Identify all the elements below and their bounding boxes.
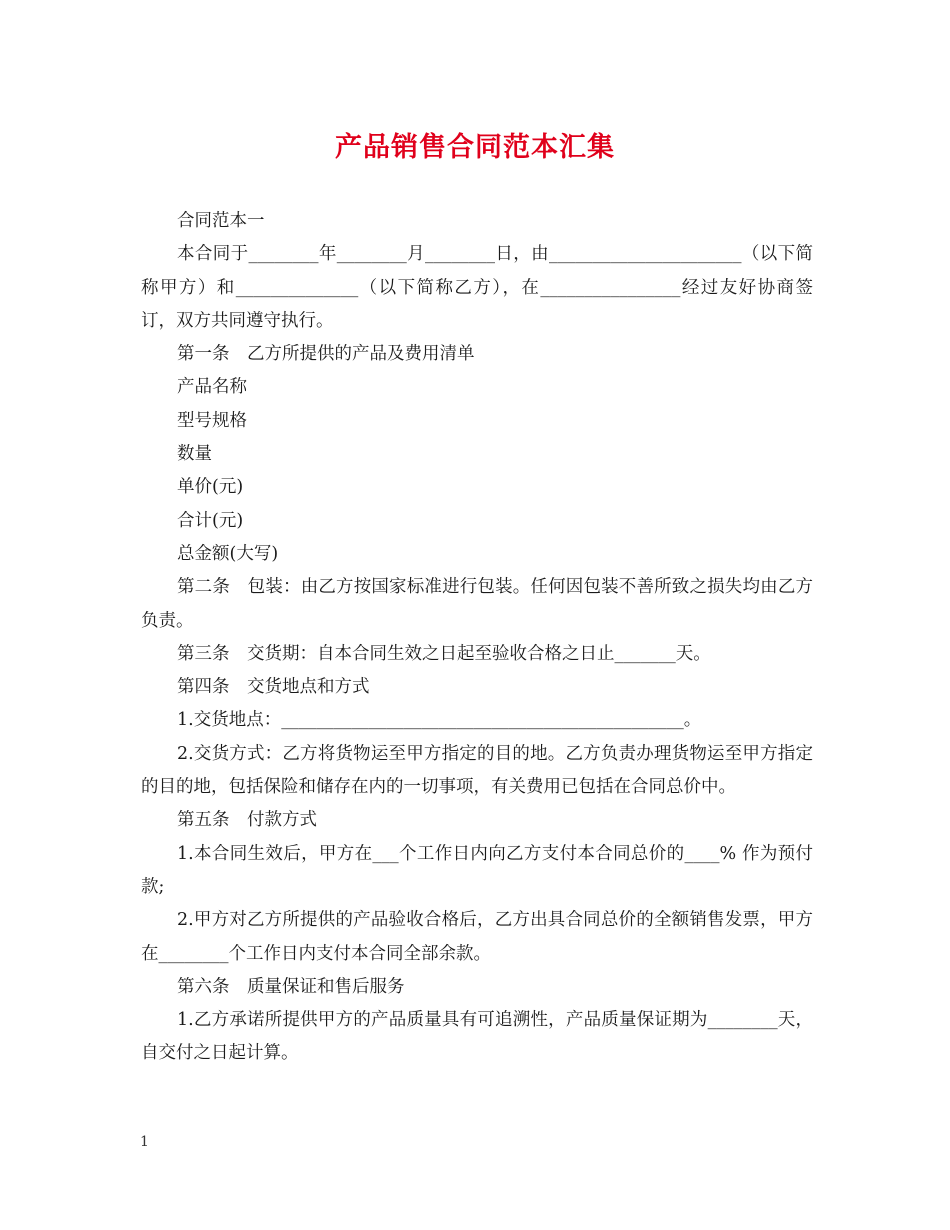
paragraph-delivery-method: 2.交货方式：乙方将货物运至甲方指定的目的地。乙方负责办理货物运至甲方指定的目的地，包括保险和储存在内的一切事项，有关费用已包括在合同总价中。 bbox=[141, 743, 813, 798]
paragraph-quality-1: 1.乙方承诺所提供甲方的产品质量具有可追溯性，产品质量保证期为________天，自交付之日起计算。 bbox=[141, 1010, 813, 1064]
paragraph-payment-1: 1.本合同生效后，甲方在___个工作日内向乙方支付本合同总价的____% 作为预付款; bbox=[141, 843, 813, 897]
page-number: 1 bbox=[140, 1134, 149, 1150]
paragraph-article-3: 第三条 交货期：自本合同生效之日起至验收合格之日止_______天。 bbox=[177, 643, 711, 664]
paragraph-quantity: 数量 bbox=[177, 444, 212, 465]
document-title: 产品销售合同范本汇集 bbox=[335, 132, 615, 163]
paragraph-delivery-location: 1.交货地点：______________________________________________。 bbox=[177, 710, 702, 731]
paragraph-article-6: 第六条 质量保证和售后服务 bbox=[177, 976, 405, 997]
paragraph-preamble: 本合同于________年________月________日，由______________________（以下简称甲方）和______________（以下简称乙方），在________________经过友好协商签订，双方共同遵守执行。 bbox=[141, 244, 813, 331]
paragraph-contract-sample-heading: 合同范本一 bbox=[177, 211, 265, 231]
paragraph-payment-2: 2.甲方对乙方所提供的产品验收合格后，乙方出具合同总价的全额销售发票，甲方在________个工作日内支付本合同全部余款。 bbox=[141, 910, 813, 964]
paragraph-article-5: 第五条 付款方式 bbox=[177, 810, 317, 831]
paragraph-article-1: 第一条 乙方所提供的产品及费用清单 bbox=[177, 344, 475, 365]
paragraph-unit-price: 单价(元) bbox=[177, 477, 244, 498]
document-body bbox=[141, 205, 813, 1071]
paragraph-total-amount: 总金额(大写) bbox=[177, 543, 279, 564]
paragraph-article-4: 第四条 交货地点和方式 bbox=[177, 677, 370, 698]
paragraph-model-spec: 型号规格 bbox=[177, 410, 247, 431]
paragraph-article-2: 第二条 包装：由乙方按国家标准进行包装。任何因包装不善所致之损失均由乙方负责。 bbox=[141, 577, 813, 631]
paragraph-subtotal: 合计(元) bbox=[177, 510, 244, 531]
paragraph-product-name: 产品名称 bbox=[177, 377, 247, 398]
